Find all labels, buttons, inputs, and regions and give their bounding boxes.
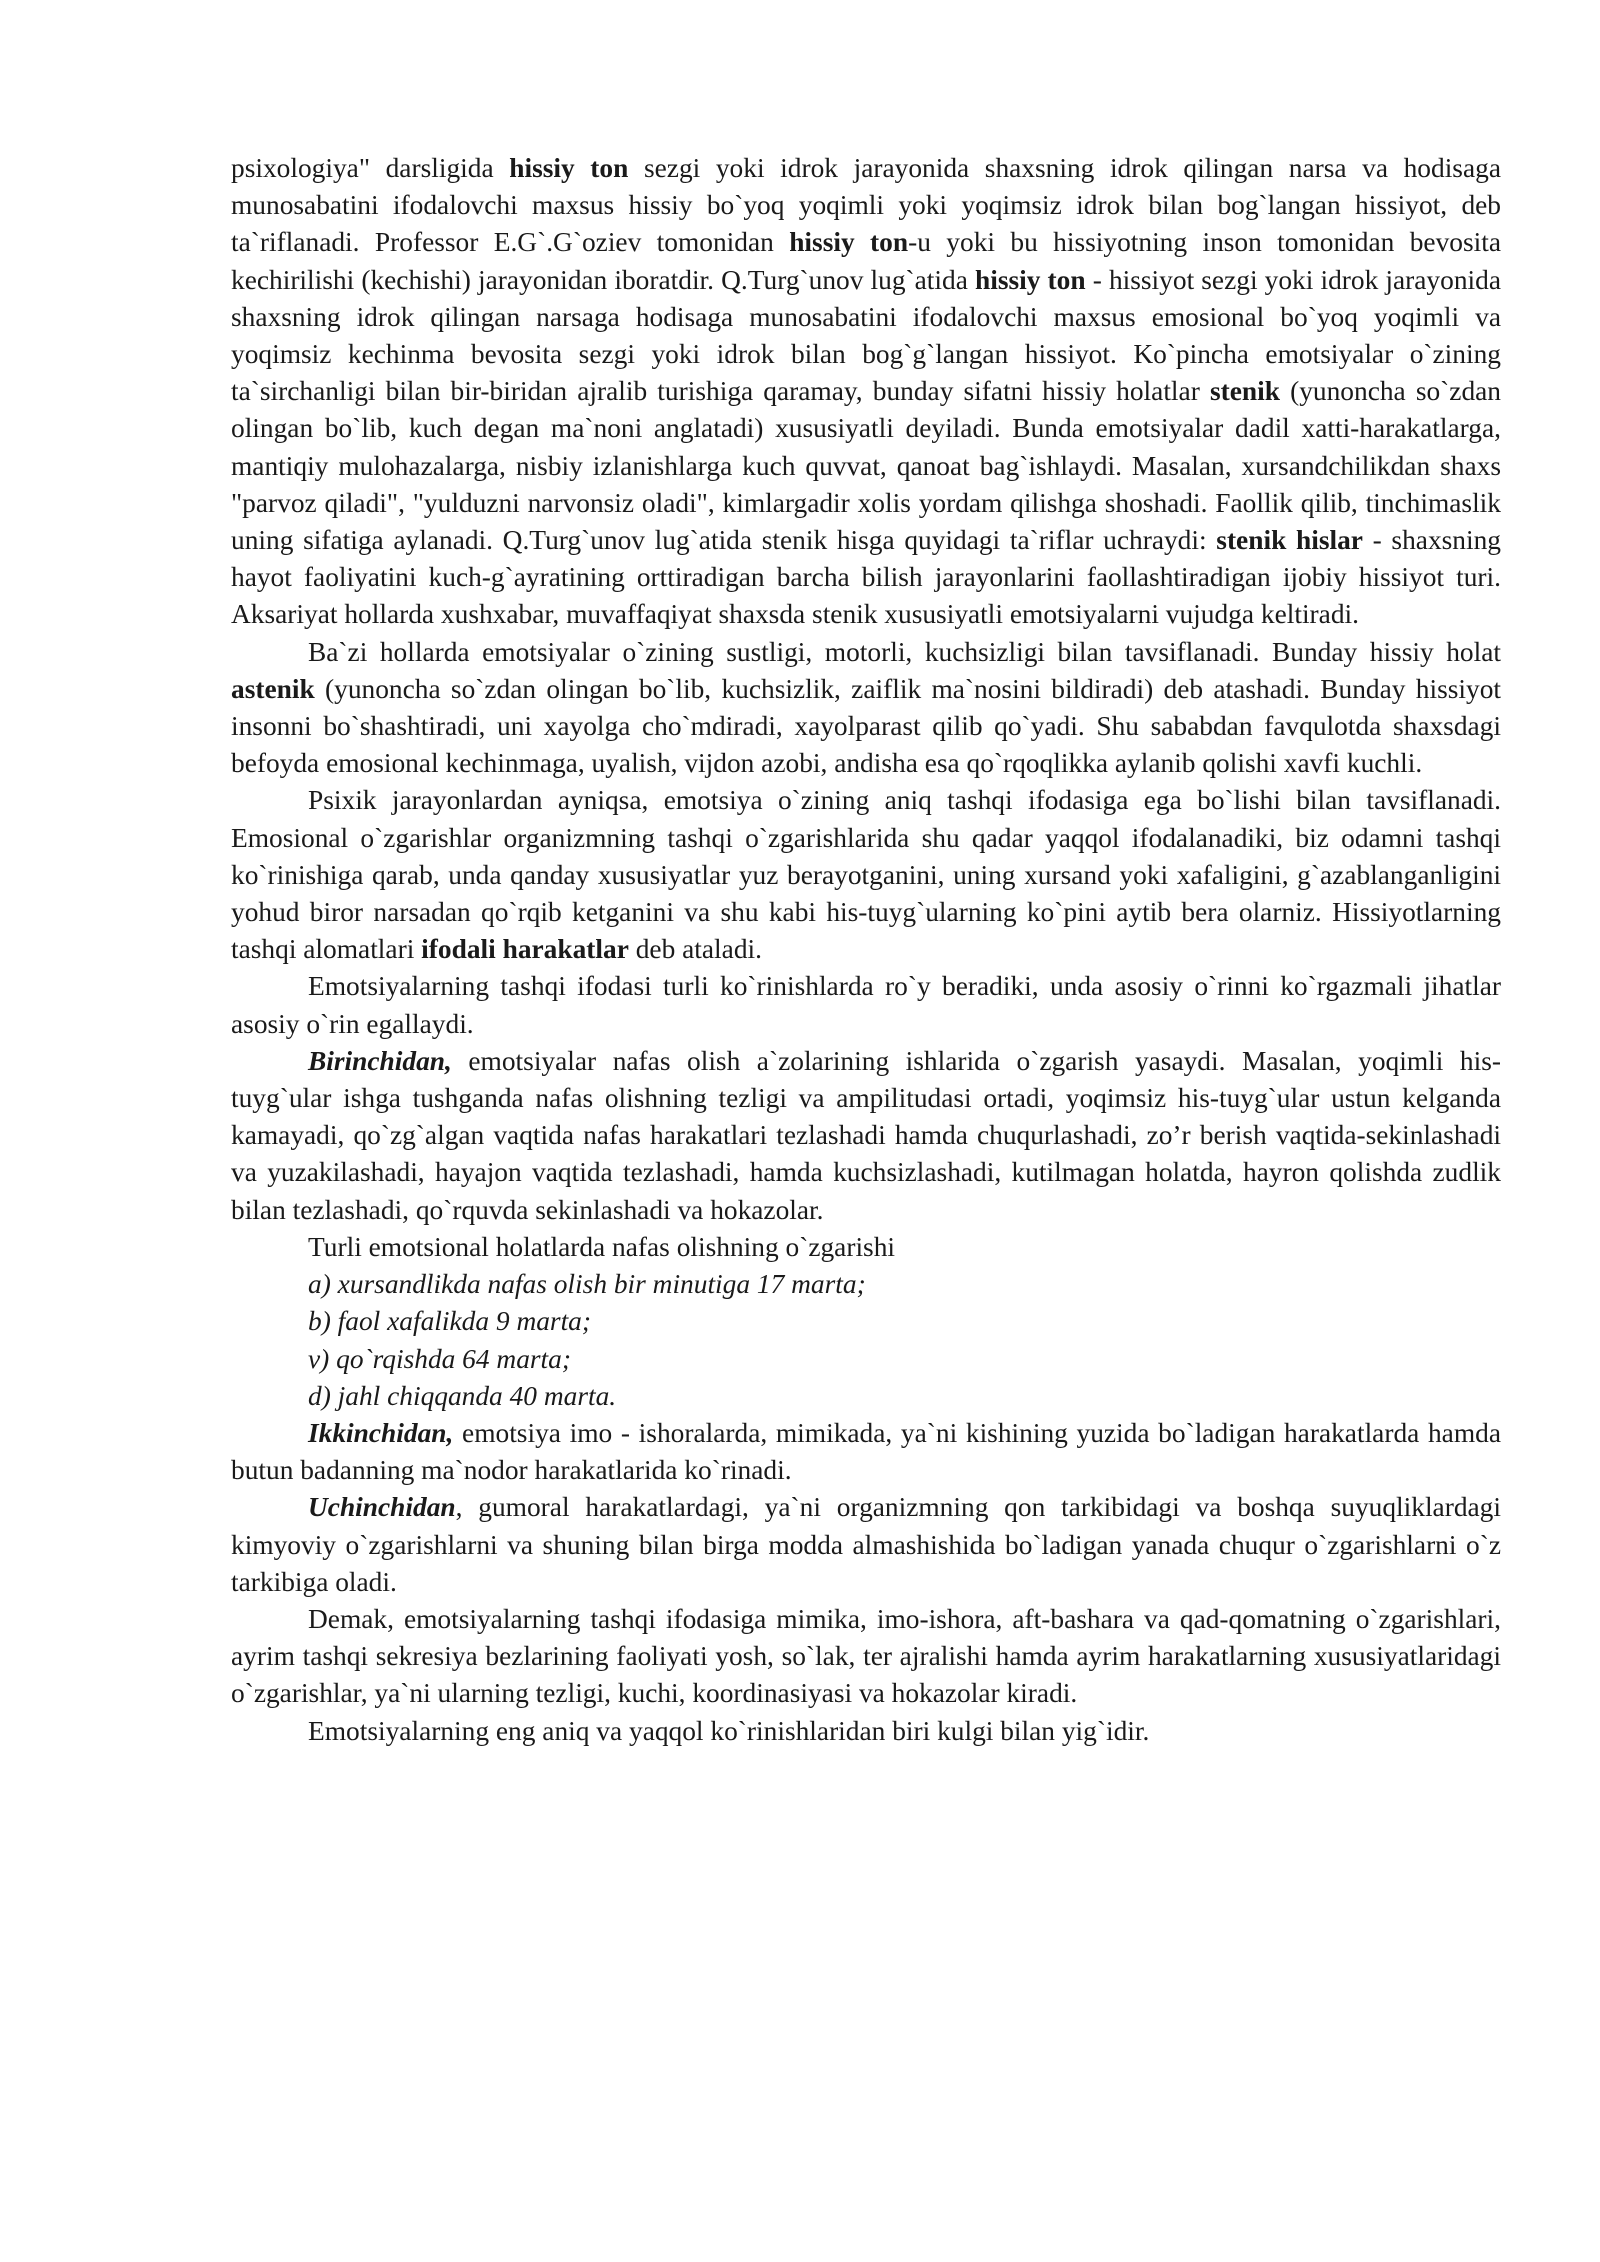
- text-run: Ba`zi hollarda emotsiyalar o`zining sustligi, motorli, kuchsizligi bilan tavsiflanadi. Bunday hissiy holat: [308, 636, 1501, 667]
- list-item: d) jahl chiqqanda 40 marta.: [308, 1380, 617, 1411]
- paragraph-ikkinchidan: [231, 1415, 1501, 1489]
- term-ifodali-harakatlar: ifodali harakatlar: [421, 934, 629, 965]
- text-run: psixologiya" darsligida: [231, 153, 510, 183]
- list-item: b) faol xafalikda 9 marta;: [308, 1306, 592, 1337]
- list-item: a) xursandlikda nafas olish bir minutiga 17 marta;: [308, 1269, 866, 1300]
- term-stenik-hislar: stenik hislar: [1216, 525, 1363, 556]
- text-run: Demak, emotsiyalarning tashqi ifodasiga mimika, imo-ishora, aft-bashara va qad-qomatning o`zgarishlari, ayrim tashqi sekresiya bezlarining faoliyati yosh, so`lak, ter ajralishi hamda ayrim harakatlarning xususiyatlaridagi o`zgarishlar, ya`ni ularning tezligi, kuchi, koordinasiyasi va hokazolar kiradi.: [231, 1603, 1501, 1709]
- paragraph-kulgi: [231, 1713, 1501, 1750]
- paragraph-uchinchidan: [231, 1489, 1501, 1601]
- paragraph-ifodali-harakatlar: [231, 782, 1501, 968]
- text-run: - shaxsning hayot faoliyatini kuch-g`ayratining orttiradigan barcha bilish jarayonlarini faollashtiradigan ijobiy hissiyot turi. Aksariyat hollarda xushxabar, muvaffaqiyat shaxsda stenik xususiyatli emotsiyalarni vujudga keltiradi.: [231, 525, 1501, 630]
- document-page: [231, 150, 1501, 1750]
- term-hissiy-ton: hissiy ton: [974, 264, 1086, 295]
- list-intro: Turli emotsional holatlarda nafas olishning o`zgarishi: [308, 1231, 896, 1262]
- text-run: sezgi yoki idrok jarayonida shaxsning idrok qilingan narsa va hodisaga munosabatini ifodalovchi maxsus hissiy bo`yoq yoqimli yoki yoqimsiz idrok bilan bog`langan hissiyot, deb ta`riflanadi. Professor E.G`.G`oziev tomonidan: [231, 153, 1501, 258]
- text-run: Emotsiyalarning eng aniq va yaqqol ko`rinishlaridan biri kulgi bilan yig`idir.: [308, 1715, 1150, 1746]
- text-run: Psixik jarayonlardan ayniqsa, emotsiya o`zining aniq tashqi ifodasiga ega bo`lishi bilan tavsiflanadi. Emosional o`zgarishlar organizmning tashqi o`zgarishlarida shu qadar yaqqol ifodalanadiki, biz odamni tashqi ko`rinishiga qarab, unda qanday xususiyatlar yuz berayotganini, uning xursand yoki xafaligini, g`azablanganligini yohud biror narsadan qo`rqib ketganini va shu kabi his-tuyg`ularning ko`pini aytib bera olarniz. Hissiyotlarning tashqi alomatlari: [231, 785, 1501, 965]
- term-astenik: astenik: [231, 673, 315, 704]
- lead-ikkinchidan: Ikkinchidan,: [308, 1417, 454, 1448]
- text-run: deb ataladi.: [628, 934, 762, 965]
- text-run: - hissiyot sezgi yoki idrok jarayonida shaxsning idrok qilingan narsaga hodisaga munosabatini ifodalovchi maxsus emosional bo`yoq yoqimli va yoqimsiz kechinma bevosita sezgi yoki idrok bilan bog`g`langan hissiyot. Ko`pincha emotsiyalar o`zining ta`sirchanligi bilan bir-biridan ajralib turishiga qaramay, bunday sifatni hissiy holatlar: [231, 264, 1501, 407]
- text-run: (yunoncha so`zdan olingan bo`lib, kuch degan ma`noni anglatadi) xususiyatli deyiladi. Bunda emotsiyalar dadil xatti-harakatlarga, mantiqiy mulohazalarga, nisbiy izlanishlarga kuch quvvat, qanoat bag`ishlaydi. Masalan, xursandchilikdan shaxs "parvoz qiladi", "yulduzni narvonsiz oladi", kimlargadir xolis yordam qilishga shoshadi. Faollik qilib, tinchimaslik uning sifatiga aylanadi. Q.Turg`unov lug`atida stenik hisga quyidagi ta`riflar uchraydi:: [231, 376, 1502, 556]
- term-stenik: stenik: [1209, 376, 1280, 407]
- paragraph-tashqi-ifoda: [231, 968, 1501, 1042]
- term-hissiy-ton: hissiy ton: [789, 227, 909, 258]
- text-run: emotsiyalar nafas olish a`zolarining ishlarida o`zgarish yasaydi. Masalan, yoqimli his-tuyg`ular ishga tushganda nafas olishning tezligi va ampilitudasi ortadi, yoqimsiz his-tuyg`ular ustun kelganda kamayadi, qo`zg`algan vaqtida nafas harakatlari tezlashadi hamda chuqurlashadi, zo’r berish vaqtida-sekinlashadi va yuzakilashadi, hayajon vaqtida tezlashadi, hamda kuchsizlashadi, kutilmagan holatda, hayron qolishda zudlik bilan tezlashadi, qo`rquvda sekinlashadi va hokazolar.: [231, 1045, 1501, 1225]
- paragraph-birinchidan: [231, 1043, 1501, 1229]
- list-item: v) qo`rqishda 64 marta;: [308, 1343, 571, 1374]
- text-run: emotsiya imo - ishoralarda, mimikada, ya`ni kishining yuzida bo`ladigan harakatlarda hamda butun badanning ma`nodor harakatlarida ko`rinadi.: [231, 1417, 1501, 1486]
- text-run: , gumoral harakatlardagi, ya`ni organizmning qon tarkibidagi va boshqa suyuqliklardagi kimyoviy o`zgarishlarni va shuning bilan birga modda almashishida bo`ladigan yanada chuqur o`zgarishlarni o`z tarkibiga oladi.: [231, 1492, 1501, 1597]
- lead-birinchidan: Birinchidan,: [308, 1045, 452, 1076]
- paragraph-demak: [231, 1601, 1501, 1713]
- text-run: Emotsiyalarning tashqi ifodasi turli ko`rinishlarda ro`y beradiki, unda asosiy o`rinni ko`rgazmali jihatlar asosiy o`rin egallaydi.: [231, 971, 1501, 1039]
- text-run: (yunoncha so`zdan olingan bo`lib, kuchsizlik, zaiflik ma`nosini bildiradi) deb atashadi. Bunday hissiyot insonni bo`shashtiradi, uni xayolga cho`mdiradi, xayolparast qilib qo`yadi. Shu sababdan favqulotda shaxsdagi befoyda emosional kechinmaga, uyalish, vijdon azobi, andisha esa qo`rqoqlikka aylanib qolishi xavfi kuchli.: [231, 673, 1501, 779]
- paragraph-astenik: [231, 634, 1501, 783]
- paragraph-hissiy-ton: [231, 150, 1501, 634]
- lead-uchinchidan: Uchinchidan: [308, 1492, 456, 1523]
- text-run: -u yoki bu hissiyotning inson tomonidan bevosita kechirilishi (kechishi) jarayonidan iboratdir. Q.Turg`unov lug`atida: [231, 227, 1502, 295]
- term-hissiy-ton: hissiy ton: [509, 153, 629, 183]
